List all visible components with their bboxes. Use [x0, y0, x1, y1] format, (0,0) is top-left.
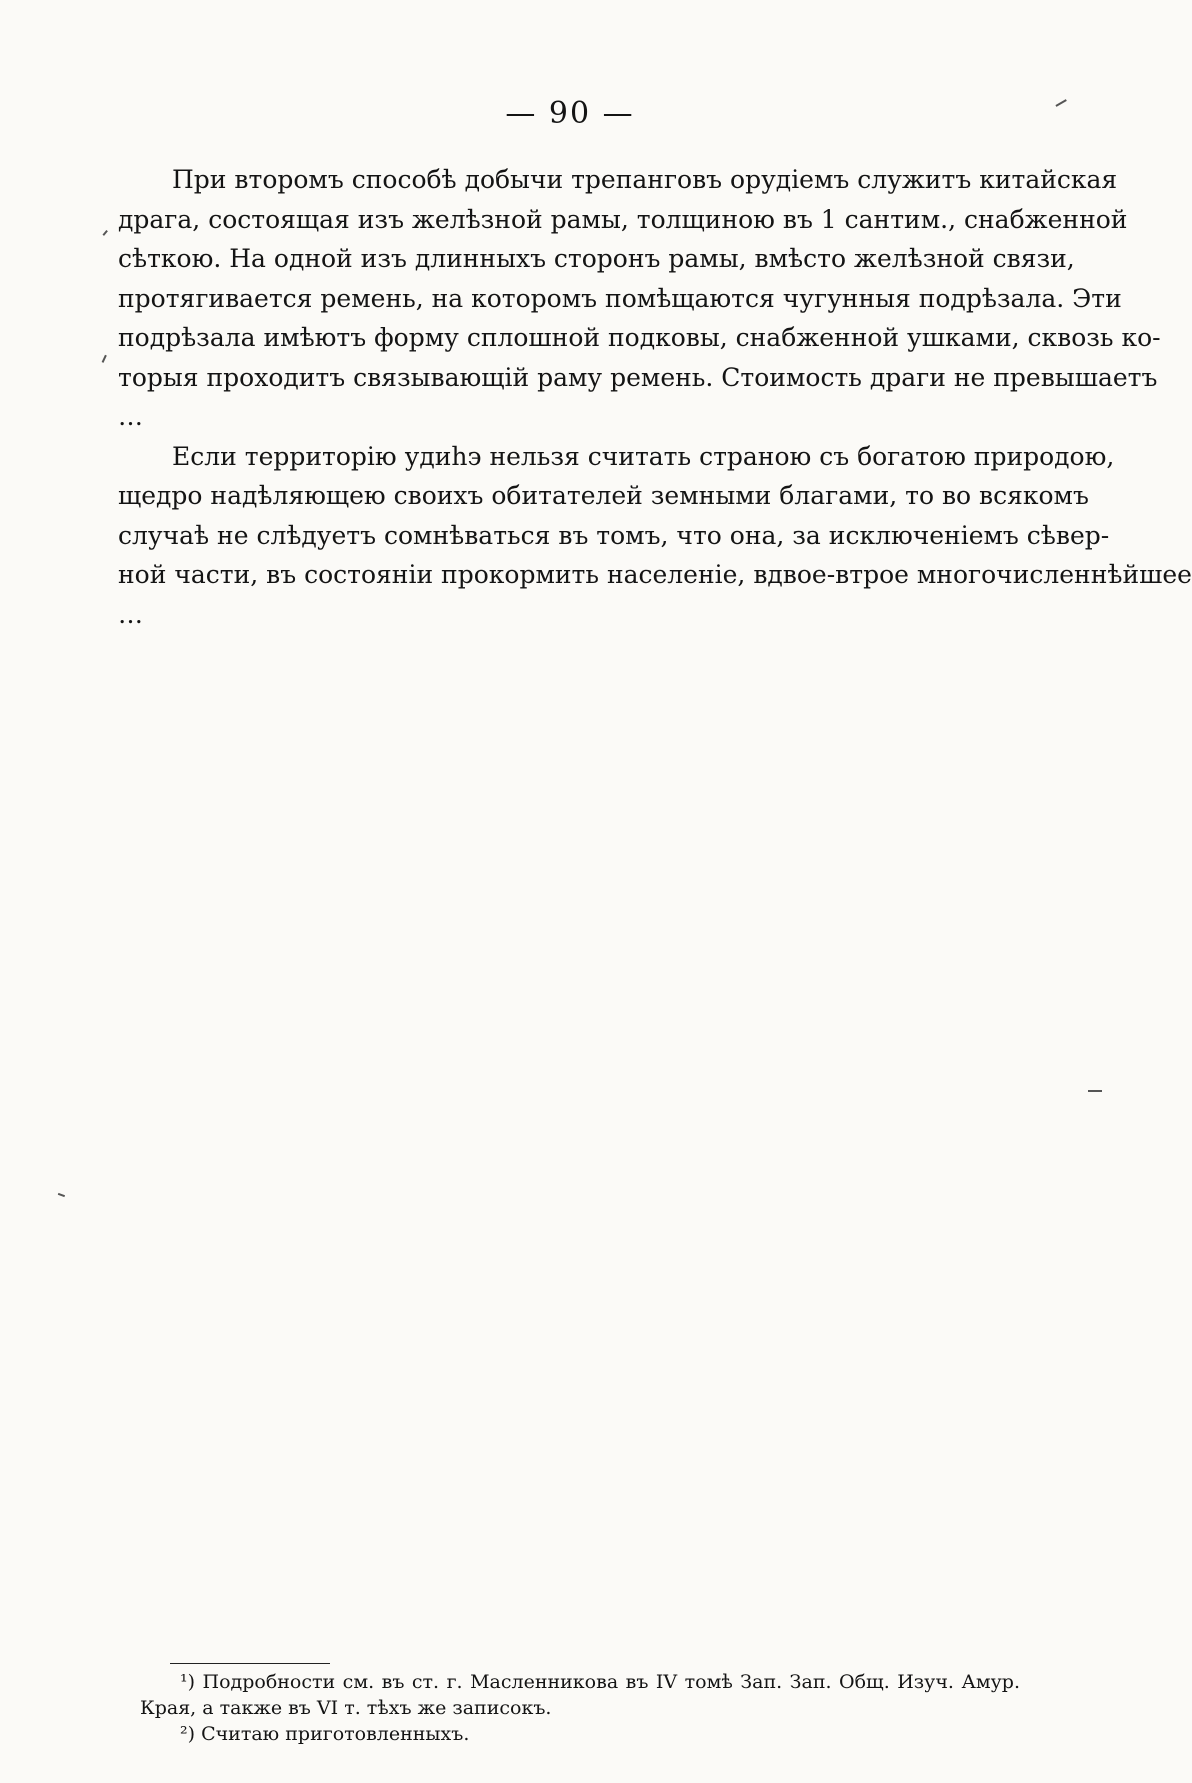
paragraph-2 — [118, 437, 1192, 635]
text-line: … — [118, 402, 143, 431]
text-line: протягивается ремень, на которомъ помѣщаются чугунныя подрѣзала. Эти — [118, 283, 1122, 313]
footnotes — [140, 1669, 1020, 1747]
scan-mark — [102, 355, 107, 363]
text-line: Если территорію удиһэ нельзя считать страною съ богатою природою, — [172, 441, 1115, 471]
text-line: торыя проходитъ связывающій раму ремень. Стоимость драги не превышаетъ — [118, 362, 1158, 392]
text-line: … — [118, 599, 143, 629]
body-text — [118, 160, 1192, 634]
text-line: подрѣзала имѣютъ форму сплошной подковы, снабженной ушками, сквозь ко- — [118, 323, 1161, 352]
text-line: При второмъ способѣ добычи трепанговъ орудіемъ служитъ китайская — [172, 165, 1118, 194]
footnote-separator — [170, 1663, 330, 1664]
text-line: случаѣ не слѣдуетъ сомнѣваться въ томъ, что она, за исключеніемъ сѣвер- — [118, 520, 1110, 550]
footnote-line: ¹) Подробности см. въ ст. г. Масленникова въ IV томѣ Зап. Зап. Общ. Изуч. Амур. — [180, 1671, 1020, 1693]
scan-mark — [1088, 1090, 1102, 1092]
text-line: сѣткою. На одной изъ длинныхъ сторонъ рамы, вмѣсто желѣзной связи, — [118, 244, 1075, 273]
scan-mark — [102, 230, 107, 236]
page-number: — 90 — — [505, 96, 635, 131]
text-line: драга, состоящая изъ желѣзной рамы, толщиною въ 1 сантим., снабженной — [118, 204, 1128, 234]
footnote-line: ²) Считаю приготовленныхъ. — [180, 1723, 470, 1745]
footnote-line: Края, а также въ VI т. тѣхъ же записокъ. — [140, 1697, 552, 1719]
text-line: щедро надѣляющею своихъ обитателей земными благами, то во всякомъ — [118, 481, 1089, 510]
text-line: ной части, въ состояніи прокормить населеніе, вдвое-втрое многочисленнѣйшее — [118, 560, 1192, 589]
paragraph-1 — [118, 160, 1161, 437]
scan-mark — [58, 1193, 65, 1197]
